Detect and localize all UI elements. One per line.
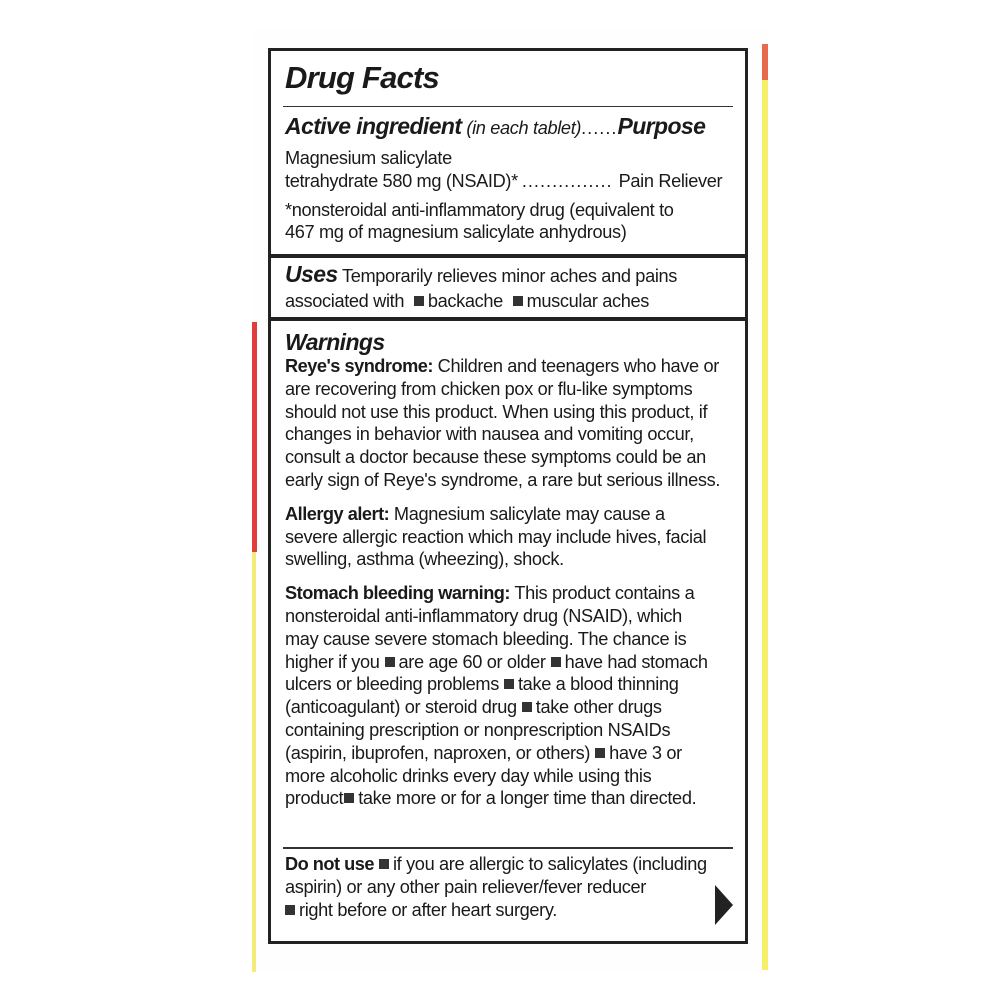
stomach-line: containing prescription or nonprescription NSAIDs	[285, 719, 671, 740]
continue-arrow-icon	[715, 885, 733, 925]
stomach-bleeding-warning	[285, 582, 733, 810]
stomach-line: nonsteroidal anti-inflammatory drug (NSAID), which	[285, 605, 682, 626]
stomach-line: more alcoholic drinks every day while using this	[285, 765, 652, 786]
allergy-line: swelling, asthma (wheezing), shock.	[285, 549, 564, 570]
purpose-dot-leader: ...............	[521, 170, 613, 191]
bullet-square-icon	[385, 657, 395, 667]
active-ingredient-qualifier: (in each tablet)	[466, 118, 582, 138]
bullet-square-icon	[285, 905, 295, 915]
stomach-line: product	[285, 788, 344, 809]
uses-text-1: Temporarily relieves minor aches and pains	[341, 266, 678, 286]
section-divider-uses	[271, 254, 745, 258]
drug-facts-title: Drug Facts	[285, 60, 439, 95]
uses-text-2: associated with	[285, 290, 405, 311]
ingredient-footnote-1: *nonsteroidal anti-inflammatory drug (equivalent to	[285, 199, 674, 220]
bullet-square-icon	[513, 296, 523, 306]
stomach-line: may cause severe stomach bleeding. The chance is	[285, 628, 687, 649]
reye-label: Reye's syndrome:	[285, 356, 433, 376]
active-ingredient-heading: Active ingredient	[285, 113, 462, 139]
package-edge-left-yellow	[252, 552, 256, 972]
uses-item-backache: backache	[427, 290, 503, 311]
stomach-bullet: take other drugs	[535, 697, 662, 718]
ingredient-footnote-2: 467 mg of magnesium salicylate anhydrous)	[285, 222, 627, 243]
bullet-square-icon	[522, 702, 532, 712]
allergy-line: severe allergic reaction which may include hives, facial	[285, 526, 707, 547]
reye-line: Children and teenagers who have or	[437, 356, 719, 376]
drug-facts-title-section	[271, 61, 745, 95]
heading-dot-leader: ......	[581, 118, 618, 138]
stomach-line: (aspirin, ibuprofen, naproxen, or others)	[285, 742, 591, 763]
stomach-bullet: are age 60 or older	[398, 651, 546, 672]
active-ingredient-section	[271, 113, 745, 244]
reye-line: should not use this product. When using this product, if	[285, 401, 708, 422]
bullet-square-icon	[379, 859, 389, 869]
stomach-bullet: take a blood thinning	[517, 674, 679, 695]
bullet-square-icon	[504, 679, 514, 689]
stomach-bullet: have had stomach	[564, 651, 708, 672]
ingredient-line-2	[285, 170, 733, 193]
reye-line: changes in behavior with nausea and vomiting occur,	[285, 424, 694, 445]
stomach-line: This product contains a	[514, 583, 695, 604]
stomach-label: Stomach bleeding warning:	[285, 583, 510, 604]
do-not-use-line: right before or after heart surgery.	[299, 899, 557, 920]
section-divider-warnings	[271, 317, 745, 321]
stomach-bullet: (anticoagulant) or steroid drug	[285, 697, 517, 718]
stomach-bullet: ulcers or bleeding problems	[285, 674, 499, 695]
purpose-heading: Purpose	[617, 113, 706, 139]
warnings-section	[271, 329, 745, 810]
package-edge-accent-yellow	[762, 80, 768, 970]
package-edge-left-red	[252, 322, 257, 552]
active-ingredient-heading-row	[285, 113, 733, 143]
reye-line: are recovering from chicken pox or flu-like symptoms	[285, 378, 693, 399]
stomach-line: higher if you	[285, 651, 380, 672]
uses-section	[271, 263, 745, 313]
do-not-use-divider	[283, 847, 733, 849]
stomach-bullet: take more or for a longer time than directed.	[358, 788, 697, 809]
reye-syndrome-warning	[285, 355, 733, 492]
do-not-use-label: Do not use	[285, 854, 374, 874]
uses-item-muscular-aches: muscular aches	[526, 290, 650, 311]
uses-heading: Uses	[285, 261, 338, 287]
package-edge-accent-red	[762, 44, 768, 84]
bullet-square-icon	[551, 657, 561, 667]
do-not-use-line: if you are allergic to salicylates (including	[392, 854, 707, 874]
warnings-heading: Warnings	[285, 329, 385, 355]
bullet-square-icon	[344, 793, 354, 803]
bullet-square-icon	[595, 748, 605, 758]
bullet-square-icon	[414, 296, 424, 306]
do-not-use-section	[271, 853, 745, 921]
allergy-line: Magnesium salicylate may cause a	[393, 503, 665, 524]
reye-line: early sign of Reye's syndrome, a rare but serious illness.	[285, 469, 721, 490]
ingredient-amount: tetrahydrate 580 mg (NSAID)*	[285, 170, 518, 191]
title-divider	[283, 106, 733, 107]
do-not-use-line: aspirin) or any other pain reliever/fever reducer	[285, 876, 646, 897]
drug-facts-panel	[268, 48, 748, 944]
purpose-value: Pain Reliever	[618, 170, 723, 191]
reye-line: consult a doctor because these symptoms could be an	[285, 447, 706, 468]
allergy-label: Allergy alert:	[285, 503, 390, 524]
ingredient-line-1: Magnesium salicylate	[285, 148, 452, 168]
allergy-alert-warning	[285, 503, 733, 571]
stomach-bullet: have 3 or	[609, 742, 682, 763]
